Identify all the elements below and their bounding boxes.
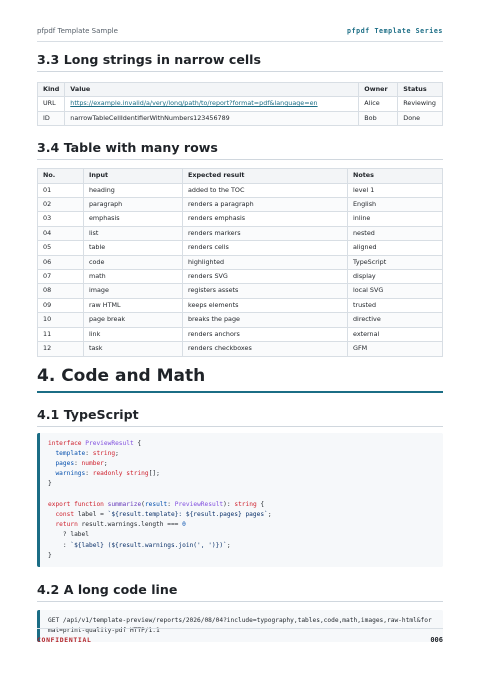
cell-value: narrowTableCellIdentifierWithNumbers123456789 (65, 111, 359, 125)
table-row (38, 255, 443, 269)
column-header-owner: Owner (359, 83, 398, 97)
cell-input: raw HTML (84, 298, 183, 312)
cell-expected-result: renders cells (183, 241, 348, 255)
cell-status: Reviewing (398, 97, 443, 111)
table-row (38, 327, 443, 341)
cell-no: 07 (38, 270, 84, 284)
cell-notes: external (348, 327, 443, 341)
cell-input: link (84, 327, 183, 341)
code-line: return result.warnings.length === 0 (55, 521, 186, 529)
confidential-label: CONFIDENTIAL (37, 636, 92, 644)
cell-no: 05 (38, 241, 84, 255)
cell-expected-result: renders markers (183, 226, 348, 240)
table-row (38, 342, 443, 356)
cell-expected-result: breaks the page (183, 313, 348, 327)
cell-owner: Bob (359, 111, 398, 125)
cell-notes: display (348, 270, 443, 284)
table-row (38, 198, 443, 212)
cell-no: 04 (38, 226, 84, 240)
table-header-row (38, 83, 443, 97)
table-row (38, 298, 443, 312)
cell-expected-result: highlighted (183, 255, 348, 269)
section-4-1-rule (37, 426, 443, 427)
column-header-input: Input (84, 169, 183, 183)
cell-expected-result: renders checkboxes (183, 342, 348, 356)
page-number: 006 (430, 636, 443, 644)
cell-input: math (84, 270, 183, 284)
typescript-code-block (37, 433, 443, 567)
code-line: export function summarize(result: PreviewResult): string { (48, 500, 265, 508)
column-header-expected-result: Expected result (183, 169, 348, 183)
cell-kind: ID (38, 111, 65, 125)
cell-notes: TypeScript (348, 255, 443, 269)
table-row (38, 270, 443, 284)
cell-input: heading (84, 183, 183, 197)
section-3-3-rule (37, 71, 443, 72)
long-strings-table (37, 82, 443, 126)
code-line: warnings: readonly string[]; (55, 470, 160, 478)
header-series-name: pfpdf Template Series (347, 27, 443, 35)
cell-no: 06 (38, 255, 84, 269)
report-url-link[interactable]: https://example.invalid/a/very/long/path/to/report?format=pdf&language=en (70, 99, 318, 108)
cell-notes: local SVG (348, 284, 443, 298)
cell-expected-result: renders emphasis (183, 212, 348, 226)
cell-no: 02 (38, 198, 84, 212)
page-footer (37, 636, 443, 648)
cell-input: table (84, 241, 183, 255)
cell-notes: English (348, 198, 443, 212)
section-4-rule (37, 391, 443, 393)
cell-input: code (84, 255, 183, 269)
footer-divider (37, 628, 443, 629)
cell-notes: level 1 (348, 183, 443, 197)
table-row (38, 226, 443, 240)
cell-input: emphasis (84, 212, 183, 226)
section-4-2-heading: 4.2 A long code line (37, 581, 178, 597)
section-3-3-heading: 3.3 Long strings in narrow cells (37, 52, 262, 67)
section-3-4-rule (37, 159, 443, 160)
page-content (37, 52, 443, 642)
cell-expected-result: renders anchors (183, 327, 348, 341)
table-row (38, 183, 443, 197)
cell-owner: Alice (359, 97, 398, 111)
column-header-no: No. (38, 169, 84, 183)
code-line (48, 490, 435, 500)
column-header-kind: Kind (38, 83, 65, 97)
cell-notes: aligned (348, 241, 443, 255)
header-divider (37, 41, 443, 42)
table-row (38, 212, 443, 226)
cell-input: list (84, 226, 183, 240)
cell-expected-result: renders SVG (183, 270, 348, 284)
code-line: pages: number; (55, 459, 108, 467)
cell-expected-result: registers assets (183, 284, 348, 298)
cell-input: paragraph (84, 198, 183, 212)
many-rows-table (37, 168, 443, 356)
code-line: : `${label} (${result.warnings.join(', ')})`; (48, 541, 231, 549)
section-4-2-rule (37, 601, 443, 602)
cell-input: task (84, 342, 183, 356)
cell-value (65, 97, 359, 111)
cell-status: Done (398, 111, 443, 125)
table-header-row (38, 169, 443, 183)
cell-no: 03 (38, 212, 84, 226)
cell-expected-result: added to the TOC (183, 183, 348, 197)
cell-no: 08 (38, 284, 84, 298)
table-row (38, 313, 443, 327)
cell-kind: URL (38, 97, 65, 111)
code-line: const label = `${result.template}: ${result.pages} pages`; (55, 510, 272, 518)
code-line: } (48, 480, 52, 488)
table-row (38, 97, 443, 111)
page-header (37, 27, 443, 41)
cell-no: 09 (38, 298, 84, 312)
cell-input: image (84, 284, 183, 298)
cell-expected-result: keeps elements (183, 298, 348, 312)
cell-no: 11 (38, 327, 84, 341)
many-rows-table-body (38, 183, 443, 356)
long-code-line-block: GET /api/v1/template-preview/reports/2026/08/04?include=typography,tables,code,math,images,raw-html&format=print-quality-pdf HTTP/1.1 (37, 610, 443, 642)
column-header-status: Status (398, 83, 443, 97)
cell-input: page break (84, 313, 183, 327)
column-header-notes: Notes (348, 169, 443, 183)
section-4-1-heading: 4.1 TypeScript (37, 406, 139, 422)
column-header-value: Value (65, 83, 359, 97)
table-row (38, 241, 443, 255)
cell-no: 01 (38, 183, 84, 197)
table-row (38, 284, 443, 298)
cell-notes: inline (348, 212, 443, 226)
cell-notes: directive (348, 313, 443, 327)
cell-no: 10 (38, 313, 84, 327)
header-doc-title: pfpdf Template Sample (37, 27, 118, 35)
code-line: ? label (48, 531, 89, 539)
cell-notes: GFM (348, 342, 443, 356)
cell-notes: nested (348, 226, 443, 240)
table-row (38, 111, 443, 125)
section-4-heading: 4. Code and Math (37, 365, 206, 386)
section-3-4-heading: 3.4 Table with many rows (37, 140, 218, 156)
code-line: template: string; (55, 449, 119, 457)
cell-notes: trusted (348, 298, 443, 312)
cell-no: 12 (38, 342, 84, 356)
code-line: } (48, 551, 52, 559)
cell-expected-result: renders a paragraph (183, 198, 348, 212)
code-line: interface PreviewResult { (48, 439, 142, 447)
